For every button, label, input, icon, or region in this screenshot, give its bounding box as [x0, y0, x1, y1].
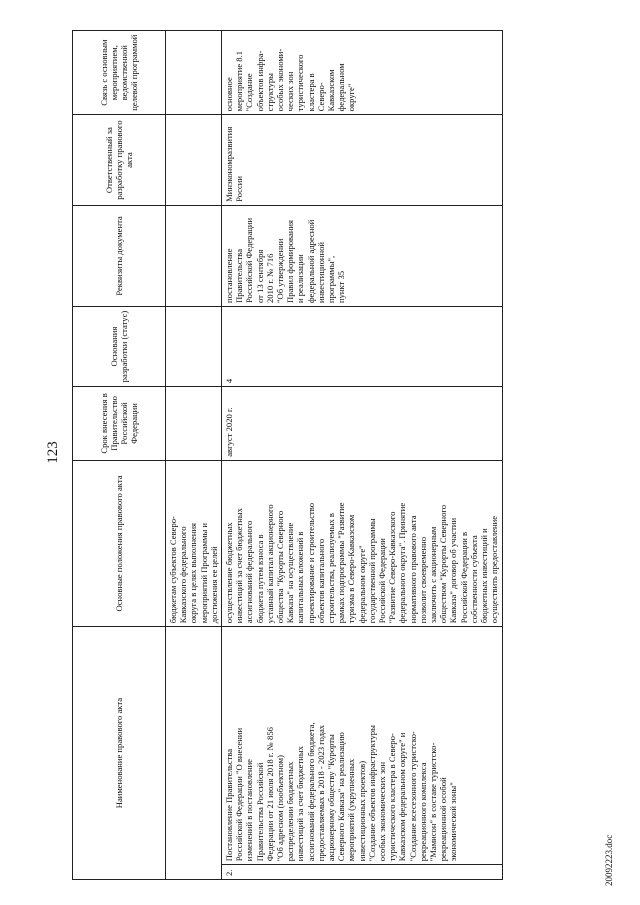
basis-cell: 4 [222, 307, 502, 387]
act-name-cell: Постановление Правительства Российской Федерации "О внесении изменений в постановление Правительства Российской Федерации от 21 июля 2018 г. № 856 "Об адресном (пообъектном) распределении бюджетных инвестиций за счет бюджетных ассигнований федерального бюджета, предоставляемых в 2018 - 2023 годах акционерному обществу "Курорты Северного Кавказа" на реализацию мероприятий (укрупненных инвестиционных проектов) "Создание объектов инфраструктуры особых экономических зон туристического кластера в Северо- Кавказском федеральном округе" и "Создание всесезонного туристско- рекреационного комплекса "Мамисон" в составе туристско- рекреационной особой экономической зоны" [222, 627, 502, 865]
continuation-link-cell [166, 31, 222, 115]
legal-acts-table [72, 30, 503, 880]
table-header-row [73, 31, 166, 880]
table-row-continuation [166, 31, 222, 880]
header-link: Связь с основным мероприятием, ведомственной целевой программой [73, 31, 166, 115]
responsible-cell: Минэкономразвития России [222, 115, 502, 206]
header-responsible: Ответственный за разработку правового акта [73, 115, 166, 206]
document-file-code: 20092223.doc [604, 834, 614, 886]
row-number: 2. [222, 865, 502, 880]
continuation-provisions-cell: бюджетам субъектов Северо- Кавказского федерального округа в целях выполнения мероприятий Программы и достижения ее целей [166, 460, 222, 626]
details-cell: постановление Правительства Российской Федерации от 13 сентября 2010 г. № 716 "Об утверждении Правил формирования и реализации федеральной адресной инвестиционной программы", пункт 35 [222, 205, 502, 306]
continuation-basis-cell [166, 307, 222, 387]
header-basis: Основания разработки (статус) [73, 307, 166, 387]
continuation-responsible-cell [166, 115, 222, 206]
header-name: Наименование правового акта [73, 627, 166, 880]
continuation-name-cell [166, 627, 222, 880]
page-number: 123 [45, 441, 61, 464]
deadline-cell: август 2020 г. [222, 387, 502, 461]
continuation-deadline-cell [166, 387, 222, 461]
table-row-2 [222, 31, 502, 880]
header-provisions: Основные положения правового акта [73, 460, 166, 626]
rotated-document-sheet [42, 15, 627, 890]
provisions-cell: осуществление бюджетных инвестиций за счет бюджетных ассигнований федерального бюджета путем взноса в уставный капитал акционерного общества "Курорты Северного Кавказа" на осуществление капитальных вложений в проектирование и строительство объектов капитального строительства, реализуемых в рамках подпрограммы "Развитие туризма в Северо-Кавказском федеральном округе" государственной программы Российской Федерации "Развитие Северо-Кавказского федерального округа". Принятие нормативного правового акта позволит своевременно заключить с акционерным обществом "Курорты Северного Кавказа" договор об участии Российской Федерации в собственности субъекта бюджетных инвестиций и осуществить предоставление [222, 460, 502, 626]
link-cell: основное мероприятие 8.1 "Создание объектов инфра- структуры особых экономи- ческих зон туристического кластера в Северо- Кавказском федеральном округе" [222, 31, 502, 115]
header-deadline: Срок внесения в Правительство Российской Федерации [73, 387, 166, 461]
header-details: Реквизиты документа [73, 205, 166, 306]
continuation-details-cell [166, 205, 222, 306]
